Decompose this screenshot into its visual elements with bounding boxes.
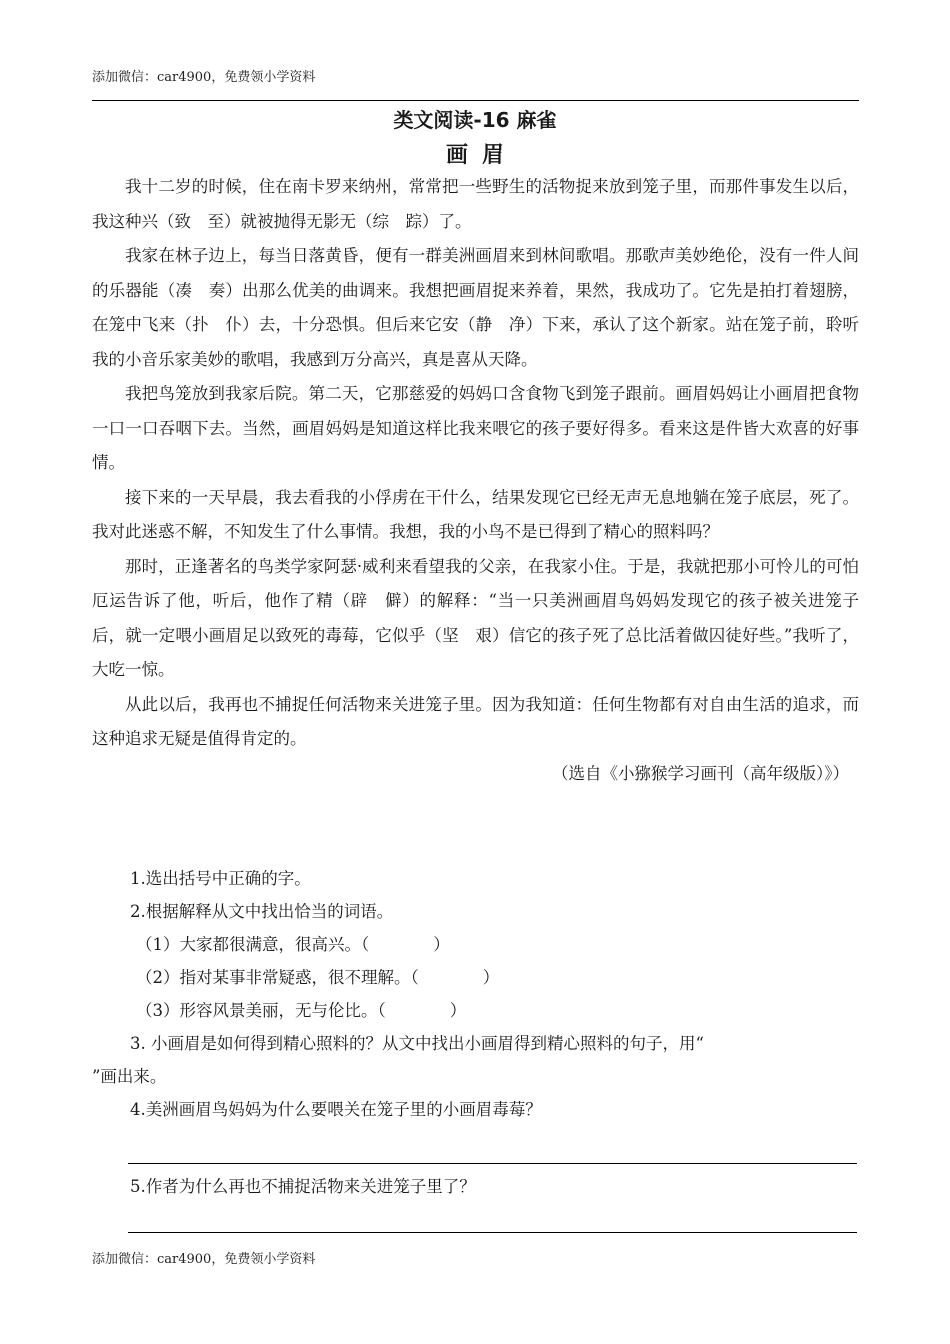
paragraph: 接下来的一天早晨，我去看我的小俘虏在干什么，结果发现它已经无声无息地躺在笼子底层，死了。我对此迷惑不解，不知发生了什么事情。我想，我的小鸟不是已得到了精心的照料吗？ bbox=[92, 487, 859, 541]
paragraph: 那时，正逢著名的鸟类学家阿瑟·威利来看望我的父亲，在我家小住。于是，我就把那小可怜儿的可怕厄运告诉了他，听后，他作了精（辟 僻）的解释：“当一只美洲画眉鸟妈妈发现它的孩子被关进笼子后，就一定喂小画眉足以致死的毒莓，它似乎（坚 艰）信它的孩子死了总比活着做囚徒好些。”我听了，大吃一惊。 bbox=[92, 556, 859, 679]
question-2-item-text: （3）形容风景美丽，无与伦比。（ bbox=[136, 1001, 386, 1020]
question-5: 5.作者为什么再也不捕捉活物来关进笼子里了？ bbox=[130, 1177, 476, 1196]
question-3-continued: ”画出来。 bbox=[92, 1067, 167, 1086]
bracket-close: ） bbox=[449, 1001, 467, 1020]
page-title: 类文阅读-16 麻雀 bbox=[393, 108, 557, 132]
bracket-close: ） bbox=[433, 935, 450, 954]
paragraph: 从此以后，我再也不捕捉任何活物来关进笼子里。因为我知道：任何生物都有对自由生活的追求，而这种追求无疑是值得肯定的。 bbox=[92, 694, 859, 748]
article-title: 画眉 bbox=[445, 143, 518, 168]
answer-line-q5[interactable] bbox=[128, 1232, 857, 1233]
question-2-item bbox=[92, 961, 859, 994]
paragraph: 我家在林子边上，每当日落黄昏，便有一群美洲画眉来到林间歌唱。那歌声美妙绝伦，没有一件人间的乐器能（凑 奏）出那么优美的曲调来。我想把画眉捉来养着，果然，我成功了。它先是拍打着翅膀，在笼中飞来（扑 仆）去，十分恐惧。但后来它安（静 净）下来，承认了这个新家。站在笼子前，聆听我的小音乐家美妙的歌唱，我感到万分高兴，真是喜从天降。 bbox=[92, 246, 859, 369]
source-citation: （选自《小猕猴学习画刊（高年级版）》） bbox=[552, 763, 849, 783]
page-header: 添加微信：car4900，免费领小学资料 bbox=[92, 70, 316, 85]
paragraph: 我十二岁的时候，住在南卡罗来纳州，常常把一些野生的活物捉来放到笼子里，而那件事发生以后，我这种兴（致 至）就被抛得无影无（综 踪）了。 bbox=[92, 177, 859, 231]
bracket-close: ） bbox=[482, 968, 500, 987]
question-3: 3. 小画眉是如何得到精心照料的？从文中找出小画眉得到精心照料的句子，用“ bbox=[130, 1034, 704, 1053]
question-section bbox=[92, 862, 859, 1203]
question-2-item-text: （2）指对某事非常疑惑，很不理解。（ bbox=[136, 968, 419, 987]
page-footer: 添加微信：car4900，免费领小学资料 bbox=[92, 1252, 316, 1267]
paragraph: 我把鸟笼放到我家后院。第二天，它那慈爱的妈妈口含食物飞到笼子跟前。画眉妈妈让小画眉把食物一口一口吞咽下去。当然，画眉妈妈是知道这样比我来喂它的孩子要好得多。看来这是件皆大欢喜的好事情。 bbox=[92, 384, 859, 472]
question-2-item-text: （1）大家都很满意，很高兴。（ bbox=[136, 935, 370, 954]
question-2-item bbox=[92, 994, 859, 1027]
question-2: 2.根据解释从文中找出恰当的词语。 bbox=[130, 902, 394, 921]
answer-line-q4[interactable] bbox=[128, 1163, 857, 1164]
question-4: 4.美洲画眉鸟妈妈为什么要喂关在笼子里的小画眉毒莓？ bbox=[130, 1100, 542, 1119]
question-2-item bbox=[92, 928, 859, 961]
header-divider bbox=[92, 100, 859, 101]
question-1: 1.选出括号中正确的字。 bbox=[130, 869, 311, 888]
article-body bbox=[92, 170, 859, 791]
